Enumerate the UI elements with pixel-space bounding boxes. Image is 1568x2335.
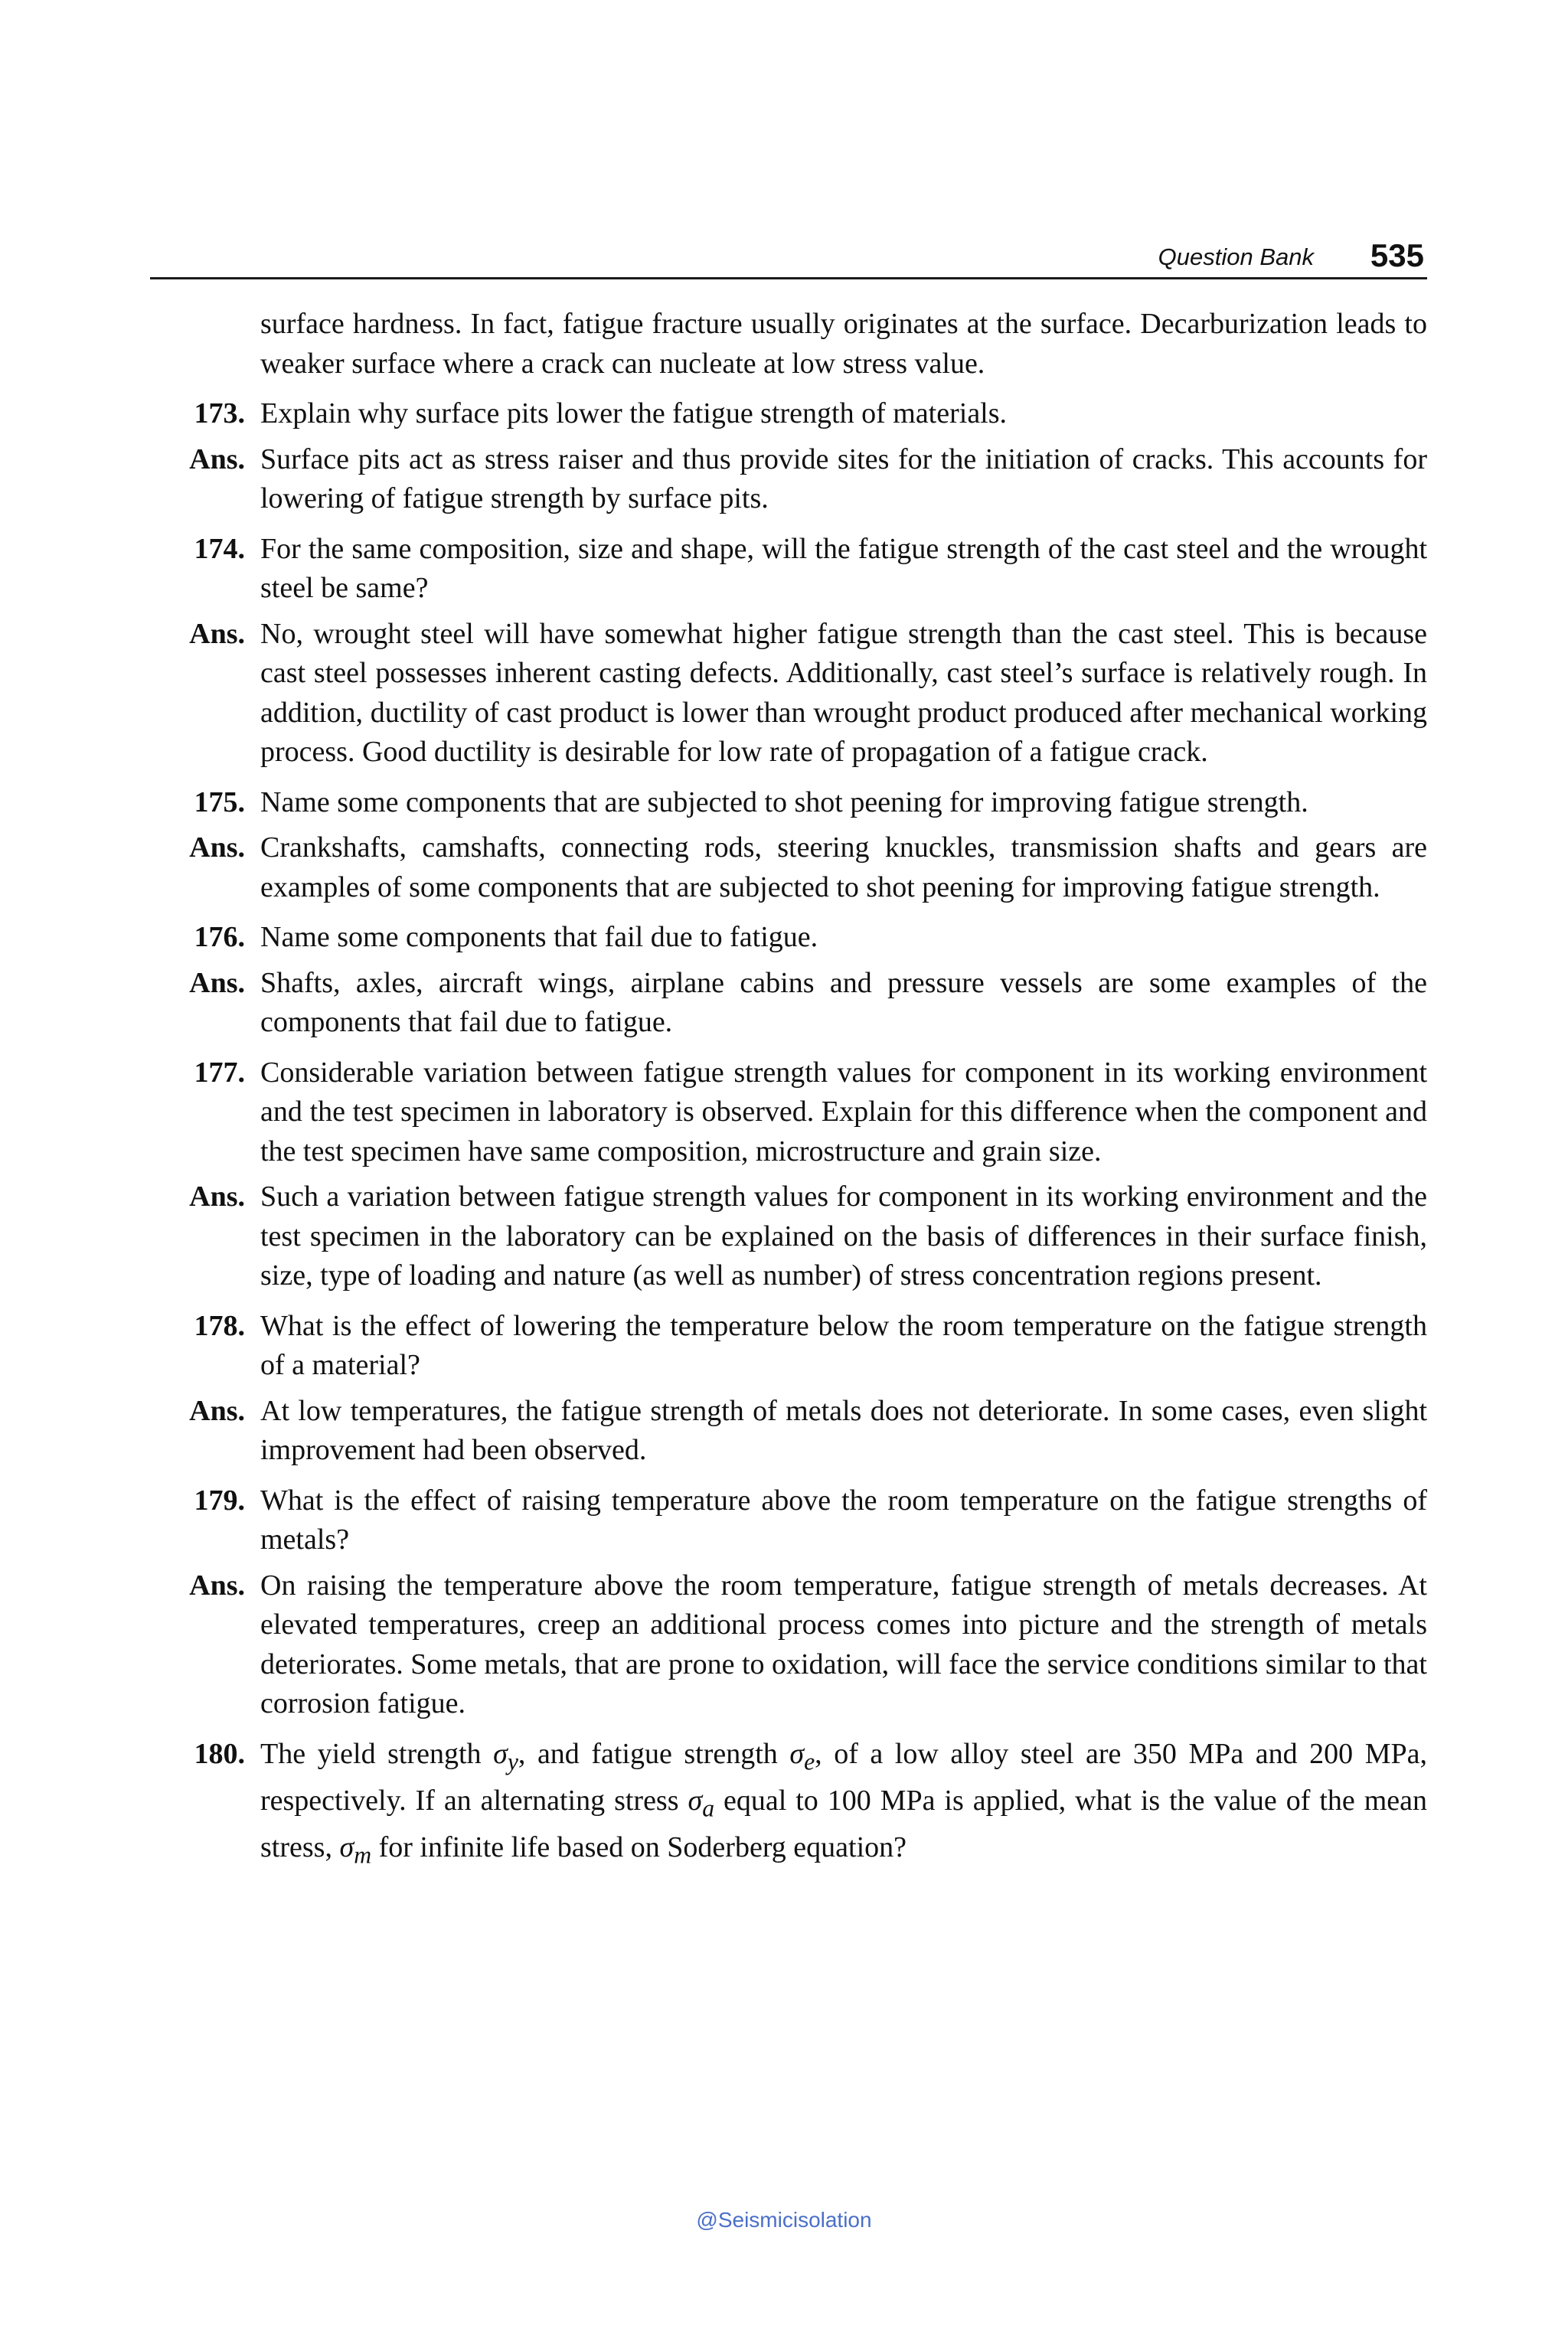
answer-item [153, 828, 1427, 907]
question-text: Explain why surface pits lower the fatigue strength of materials. [260, 397, 1008, 429]
answer-label: Ans. [189, 1569, 245, 1602]
answer-label: Ans. [189, 617, 245, 650]
question-number: 177. [194, 1056, 245, 1089]
answer-item [153, 1392, 1427, 1471]
question-number: 180. [194, 1737, 245, 1770]
answer-item [153, 1566, 1427, 1724]
answer-item [153, 615, 1427, 772]
question-number: 174. [194, 532, 245, 565]
continuation-text: surface hardness. In fact, fatigue fracture usually originates at the surface. Decarburization leads to weaker surface where a crack can nucleate at low stress value. [260, 308, 1427, 380]
question-number: 178. [194, 1309, 245, 1342]
question-item [153, 1053, 1427, 1172]
answer-text: Shafts, axles, aircraft wings, airplane cabins and pressure vessels are some examples of the components that fail due to fatigue. [260, 966, 1427, 1038]
watermark: @Seismicisolation [696, 2208, 872, 2232]
question-bank-content [153, 305, 1427, 1875]
answer-item [153, 964, 1427, 1043]
answer-label: Ans. [189, 443, 245, 475]
question-text: Name some components that are subjected to shot peening for improving fatigue strength. [260, 785, 1308, 818]
question-number: 175. [194, 785, 245, 818]
page-number: 535 [1370, 237, 1424, 273]
question-text: The yield strength $\sigma_y$, and fatigue strength $\sigma_e$, of a low alloy steel are 350 MPa and 200 MPa, respectively. If an alternating stress $\sigma_a$ equal to 100 MPa is applied, what is the value of the mean stress, $\sigma_m$ for infinite life based on Soderberg equation? [260, 1737, 1428, 1869]
answer-text: Crankshafts, camshafts, connecting rods, steering knuckles, transmission shafts and gears are examples of some components that are subjected to shot peening for improving fatigue strength. [260, 831, 1427, 903]
alternating-stress-symbol: $\sigma_a$ [688, 1784, 715, 1822]
continuation-paragraph [153, 305, 1427, 384]
question-text: For the same composition, size and shape, will the fatigue strength of the cast steel and the wrought steel be same? [260, 532, 1427, 604]
question-text: What is the effect of lowering the temperature below the room temperature on the fatigue strength of a material? [260, 1309, 1427, 1381]
answer-text: No, wrought steel will have somewhat higher fatigue strength than the cast steel. This is because cast steel possesses inherent casting defects. Additionally, cast steel’s surface is relatively rough. In addition, ductility of cast product is lower than wrought product produced after mechanical working process. Good ductility is desirable for low rate of propagation of a fatigue crack. [260, 617, 1427, 768]
fatigue-strength-symbol: $\sigma_e$ [789, 1737, 815, 1775]
question-180 [153, 1735, 1427, 1875]
question-item [153, 394, 1427, 434]
yield-strength-symbol: $\sigma_y$ [493, 1737, 518, 1775]
answer-text: Such a variation between fatigue strength values for component in its working environment and the test specimen in the laboratory can be explained on the basis of differences in their surface finish, size, type of loading and nature (as well as number) of stress concentration regions present. [260, 1181, 1427, 1292]
answer-text: At low temperatures, the fatigue strength of metals does not deteriorate. In some cases, even slight improvement had been observed. [260, 1394, 1427, 1466]
question-number: 173. [194, 397, 245, 429]
answer-text: Surface pits act as stress raiser and thus provide sites for the initiation of cracks. This accounts for lowering of fatigue strength by surface pits. [260, 443, 1427, 514]
answer-label: Ans. [189, 966, 245, 999]
question-item [153, 783, 1427, 823]
question-item [153, 1481, 1427, 1560]
qa-list [153, 394, 1427, 1724]
question-number: 179. [194, 1484, 245, 1517]
page-header [150, 233, 1427, 279]
answer-label: Ans. [189, 831, 245, 864]
question-text: What is the effect of raising temperature above the room temperature on the fatigue strengths of metals? [260, 1484, 1427, 1556]
answer-text: On raising the temperature above the room temperature, fatigue strength of metals decreases. At elevated temperatures, creep an additional process comes into picture and the strength of metals deteriorates. Some metals, that are prone to oxidation, will face the service conditions similar to that corrosion fatigue. [260, 1569, 1427, 1719]
question-item [153, 1307, 1427, 1386]
question-text: Considerable variation between fatigue strength values for component in its working environment and the test specimen in laboratory is observed. Explain for this difference when the component and the test specimen have same composition, microstructure and grain size. [260, 1056, 1427, 1168]
question-number: 176. [194, 921, 245, 953]
answer-item [153, 440, 1427, 519]
answer-item [153, 1177, 1427, 1296]
section-title: Question Bank [1158, 243, 1314, 270]
answer-label: Ans. [189, 1181, 245, 1213]
mean-stress-symbol: $\sigma_m$ [339, 1830, 372, 1869]
question-item [153, 530, 1427, 609]
answer-label: Ans. [189, 1394, 245, 1427]
question-text: Name some components that fail due to fatigue. [260, 921, 818, 953]
question-item [153, 918, 1427, 958]
